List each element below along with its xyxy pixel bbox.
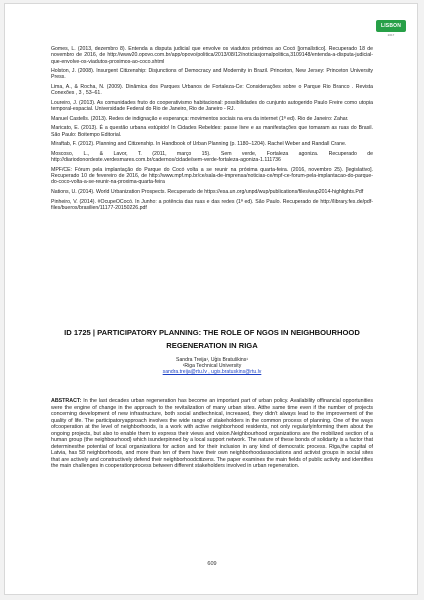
reference-item: Maricato, E. (2013). É a questão urbana estúpido! In Cidades Rebeldes: passe livre e as manifestações que tomaram as ruas do Brasil. São Paulo: Boitempo Editorial. (51, 125, 373, 138)
page-number: 609 (207, 561, 217, 567)
reference-item: Gomes, L. (2013, dezembro 8). Entenda a disputa judicial que envolve os viadutos próximos ao Cocó [jornalístico]. Recuperado 18 de novembro de 2016, de http://www20.opovo.com.br/app/opovo/politica/2013/08/12/noticiasjornalpolitica,3109148/entenda-a-disputa-judicial-que-envolve-os-viadutos-proximos-ao-coco.shtml (51, 46, 373, 65)
abstract-text: In the last decades urban regeneration has become an important part of urban policy. Availability offinancial opportunities were the engine of change in the approach to the revitalization of many urban sites. Atthe same time even if the number of projects concerning development of new infrastructure, both social andtechnical, increased, they didn't always lead to the improvement of the quality of life. The participatoryapproach involves the wide range of stakeholders in the common process of planning. One of the ways ofcooperation at the level of neighborhoods, is a work with active neighborhood residents, not only regularlyinforming them about the ongoing projects, but also to enable them to express their views and vision.Neighbourhood organizations are the mobilized section of a human group (the neighbourhood) which isunderpinned by a local support network. The nature of these bonds of solidarity is a factor that determinesthe potential of local organizations for action and for their inclusion in any kind of democratic process. Riga,the capital of Latvia, has 58 neighborhoods, and more than ten of them have their own neighborhoodassociations and activist groups in social sites that are actively and constructively defend their neighborhoodcitizens. The paper examines the main fields of public activity and identifies the main challenges in cooperationprocess between different stakeholders involved in urban regeneration. (51, 398, 373, 469)
reference-item: Pinheiro, V. (2014). #OcupeOCocó. In Junho: a potência das ruas e das redes (1ª ed). São Paulo. Recuperado de http://library.fes.de/pdf-files/bueros/brasilien/11177-20150226.pdf (51, 198, 373, 211)
author-emails-link[interactable]: sandra.treija@rtu.lv , ugis.bratuskins@rtu.lv (162, 369, 262, 376)
paper-title: ID 1725 | PARTICIPATORY PLANNING: THE ROLE OF NGOS IN NEIGHBOURHOOD REGENERATION IN RIGA (64, 328, 360, 350)
conference-logo (376, 20, 406, 32)
reference-item: Miraftab, F. (2012). Planning and Citizenship. In Handbook of Urban Planning (p. 1180–1204). Rachel Weber and Randall Crane. (51, 141, 347, 148)
reference-item: Loureiro, J. (2013). As comunidades fruto do cooperativismo habitacional: possibilidades do cunjunto autogerido Paulo Freire como utopia temporal-espacial. Universidade Federal do Rio de Janeiro, Rio de Janeiro - RJ. (51, 99, 373, 113)
author-names: Sandra Treija¹, Uģis Bratuškins¹ (176, 357, 248, 363)
logo-subtitle: 2017 (387, 33, 395, 37)
reference-list (51, 46, 373, 215)
reference-item: Moscoso, L., & Lavor, T. (2011, março 15). Sem verde, Fortaleza agoniza. Recuperado de http://diariodonordeste.verdesmares.com.br/cadernos/cidade/sem-verde-fortaleza-agoniza-1.111736 (51, 150, 373, 164)
reference-item: Nations, U. (2014). World Urbanization Prospects. Recuperado de https://esa.un.org/unpd/wup/publications/files/wup2014-highlights.Pdf (51, 189, 364, 196)
abstract (51, 398, 373, 470)
author-affiliation: ¹Riga Technical University (182, 363, 242, 370)
reference-item: Holston, J. (2008). Insurgent Citizenship: Disjunctions of Democracy and Modernity in Brazil. Princeton, New Jersey: Princeton University Press. (51, 68, 373, 81)
abstract-label: ABSTRACT: (51, 398, 82, 404)
reference-item: Lima, A., & Rocha, N. (2009). Dinâmica dos Parques Urbanos de Fortaleza-Ce: Considerações sobre o Parque Rio Branco . Revista Conexões , 3 , 53–61. (51, 84, 373, 97)
reference-item: Manuel Castells. (2013). Redes de indignação e esperança: movimentos sociais na era da internet (1ª ed). Rio de Janeiro: Zahar. (51, 115, 349, 122)
author-block (51, 357, 373, 376)
reference-item: MPF/CE: Fórum pela implantação do Parque do Cocó volta a se reunir na próxima quarta-feira. (2016, novembro 25). [legislativo]. Recuperado 10 de fevereiro de 2016, de http://www.mpf.mp.br/ce/sala-de-imprensa/noticias-ce/mpf-ce-forum-pela-implantacao-do-parque-do-coco-volta-a-se-reunir-na-proxima-quarta-feira (51, 166, 373, 186)
logo-text: LISBON (380, 23, 402, 29)
document-page (4, 3, 418, 595)
